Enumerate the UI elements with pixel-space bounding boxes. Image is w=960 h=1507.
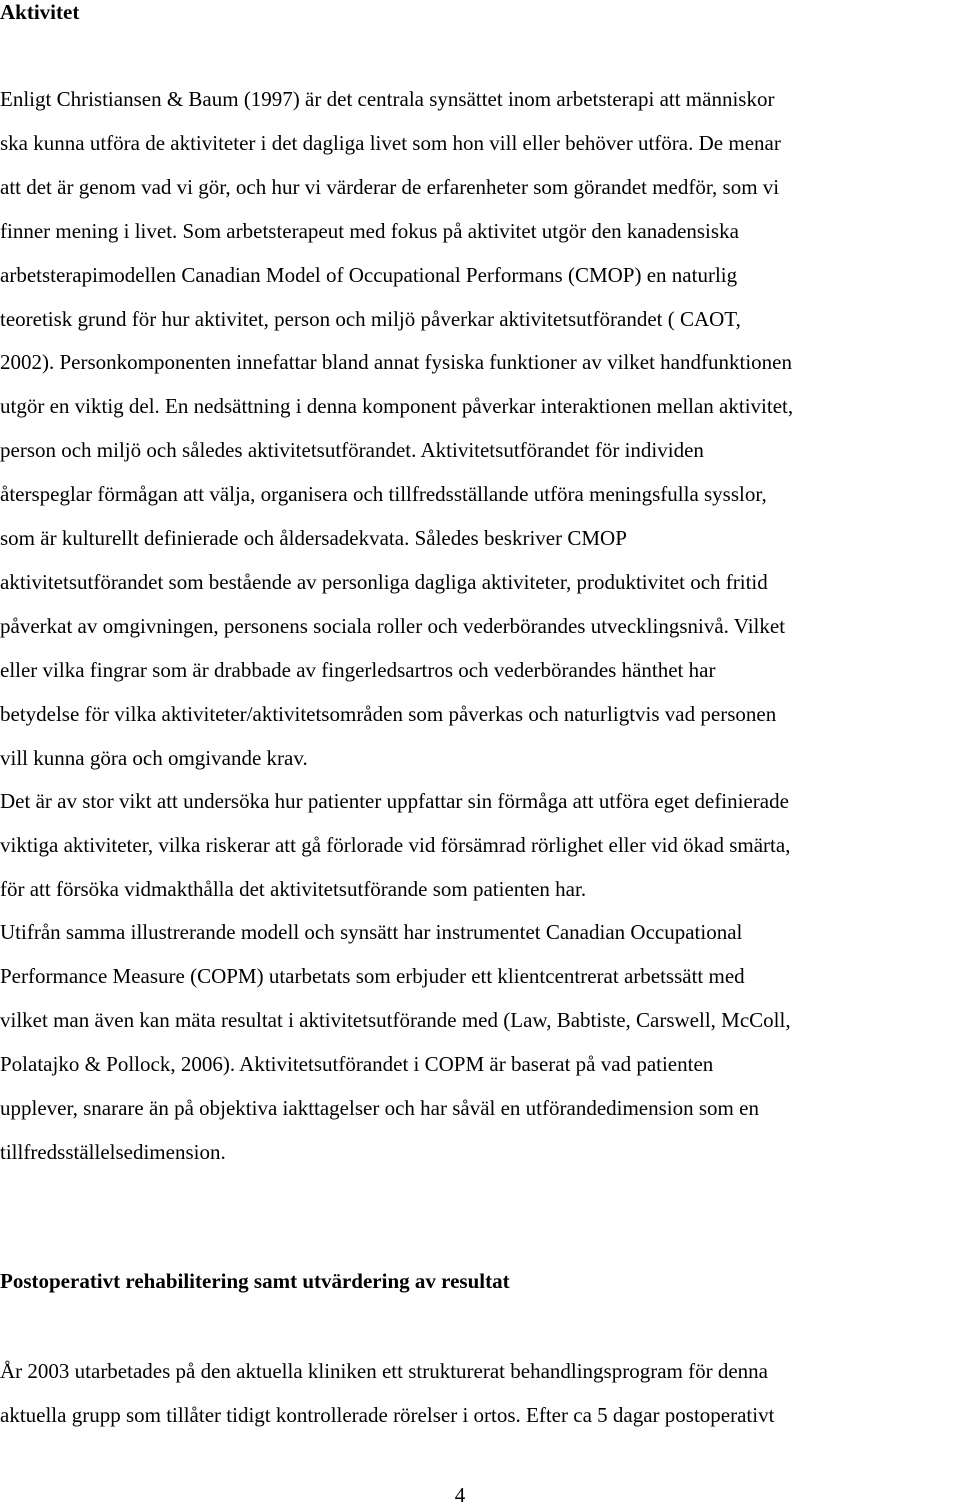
- text-line: aktivitetsutförandet som bestående av personliga dagliga aktiviteter, produktivitet och fritid: [0, 569, 768, 594]
- text-line: vilket man även kan mäta resultat i aktivitetsutförande med (Law, Babtiste, Carswell, McColl,: [0, 1007, 791, 1032]
- text-line: finner mening i livet. Som arbetsterapeut med fokus på aktivitet utgör den kanadensiska: [0, 218, 739, 243]
- text-line: för att försöka vidmakthålla det aktivitetsutförande som patienten har.: [0, 876, 587, 901]
- text-line: återspeglar förmågan att välja, organisera och tillfredsställande utföra meningsfulla sysslor,: [0, 482, 767, 507]
- text-line: att det är genom vad vi gör, och hur vi värderar de erfarenheter som görandet medför, som vi: [0, 174, 780, 199]
- section-heading-aktivitet: Aktivitet: [0, 0, 80, 24]
- text-line: utgör en viktig del. En nedsättning i denna komponent påverkar interaktionen mellan aktivitet,: [0, 394, 794, 419]
- text-line: eller vilka fingrar som är drabbade av fingerledsartros och vederbörandes hänthet har: [0, 657, 716, 682]
- text-line: aktuella grupp som tillåter tidigt kontrollerade rörelser i ortos. Efter ca 5 dagar postoperativt: [0, 1402, 775, 1427]
- text-line: Performance Measure (COPM) utarbetats som erbjuder ett klientcentrerat arbetssätt med: [0, 963, 745, 988]
- text-line: ska kunna utföra de aktiviteter i det dagliga livet som hon vill eller behöver utföra. De menar: [0, 130, 781, 155]
- text-line: som är kulturellt definierade och åldersadekvata. Således beskriver CMOP: [0, 526, 627, 550]
- text-line: Det är av stor vikt att undersöka hur patienter uppfattar sin förmåga att utföra eget definierade: [0, 789, 789, 813]
- text-line: arbetsterapimodellen Canadian Model of Occupational Performans (CMOP) en naturlig: [0, 262, 738, 287]
- text-line: vill kunna göra och omgivande krav.: [0, 745, 308, 770]
- text-line: påverkat av omgivningen, personens sociala roller och vederbörandes utvecklingsnivå. Vilket: [0, 613, 786, 638]
- text-line: viktiga aktiviteter, vilka riskerar att gå förlorade vid försämrad rörlighet eller vid ökad smärta,: [0, 832, 791, 857]
- text-line: upplever, snarare än på objektiva iakttagelser och har såväl en utförandedimension som en: [0, 1095, 759, 1120]
- text-line: Enligt Christiansen & Baum (1997) är det centrala synsättet inom arbetsterapi att människor: [0, 87, 775, 111]
- page-number: 4: [454, 1483, 466, 1507]
- text-line: År 2003 utarbetades på den aktuella kliniken ett strukturerat behandlingsprogram för denna: [0, 1359, 768, 1383]
- text-line: 2002). Personkomponenten innefattar bland annat fysiska funktioner av vilket handfunktionen: [0, 350, 792, 375]
- text-line: Polatajko & Pollock, 2006). Aktivitetsutförandet i COPM är baserat på vad patienten: [0, 1051, 714, 1076]
- text-line: betydelse för vilka aktiviteter/aktivitetsområden som påverkas och naturligtvis vad personen: [0, 701, 777, 726]
- section-heading-postoperativt: Postoperativt rehabilitering samt utvärdering av resultat: [0, 1269, 510, 1293]
- text-line: tillfredsställelsedimension.: [0, 1139, 226, 1164]
- text-line: teoretisk grund för hur aktivitet, person och miljö påverkar aktivitetsutförandet ( CAOT,: [0, 306, 741, 331]
- text-line: person och miljö och således aktivitetsutförandet. Aktivitetsutförandet för individen: [0, 438, 704, 463]
- text-line: Utifrån samma illustrerande modell och synsätt har instrumentet Canadian Occupational: [0, 920, 743, 944]
